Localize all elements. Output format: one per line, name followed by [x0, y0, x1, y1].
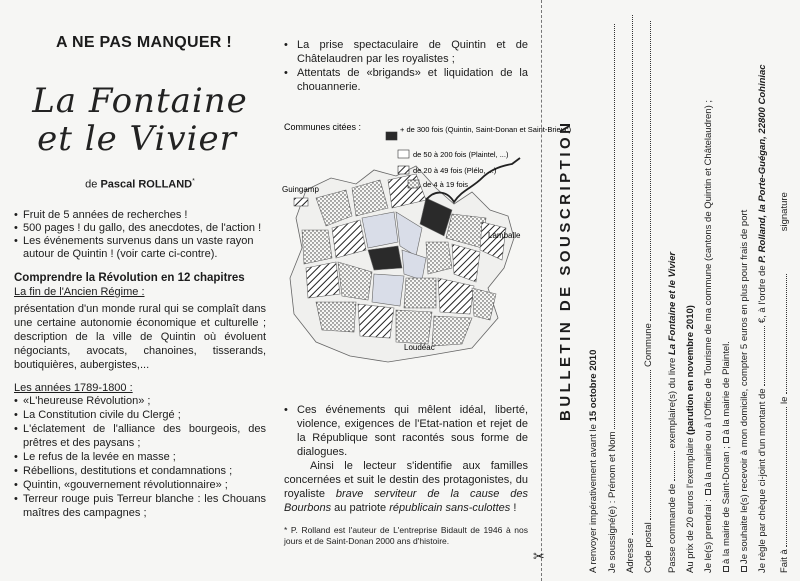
book-title-line2: et le Vivier	[37, 119, 237, 159]
closing-text-2: brave serviteur de la cause des Bourbons	[284, 488, 528, 514]
commune-label: Commune	[643, 323, 654, 368]
years-item: • Quintin, «gouvernement révolutionnaire» ;	[14, 478, 266, 492]
name-label: Je soussigné(e) : Prénom et Nom	[607, 431, 618, 573]
chapters-heading: Comprendre la Révolution en 12 chapitres	[14, 271, 245, 284]
price-text: Au prix de 20 euros l'exemplaire	[685, 437, 696, 573]
years-item: • L'éclatement de l'alliance des bourgeois, des prêtres et des paysans ;	[14, 422, 266, 450]
closing-text-5: !	[513, 502, 517, 514]
map-legend-item: de 50 à 200 fois (Plaintel, ...)	[413, 150, 509, 159]
return-line	[588, 350, 599, 573]
author-mark: *	[192, 178, 195, 185]
highlight-item: • Les événements survenus dans un vaste rayon autour de Quintin ! (voir carte ci-contre).	[14, 235, 266, 261]
book-title-line1: La Fontaine	[32, 81, 248, 121]
map-legend-line: + de 300 fois (Quintin, Saint-Donan et Saint-Brieuc)	[400, 125, 572, 134]
order-text: exemplaire(s) du livre	[667, 357, 678, 449]
author-prefix: de	[85, 178, 98, 191]
subscription-form-wrapper	[543, 0, 800, 581]
closing-text-4: républicain sans-culottes	[389, 502, 511, 514]
map-place-label: Lamballe	[488, 231, 521, 240]
date-field[interactable]	[786, 274, 787, 394]
subscription-form	[543, 0, 800, 581]
pickup-label: Je le(s) prendrai :	[703, 499, 714, 573]
legend-swatch-black	[386, 132, 397, 140]
signature-row	[779, 192, 790, 573]
legend-swatch-white	[398, 150, 409, 158]
cheque-label: Je règle par chèque ci-joint d'un montant de	[757, 388, 768, 573]
return-date: 15 octobre 2010	[588, 349, 599, 422]
years-item: • Terreur rouge puis Terreur blanche : les Chouans maîtres des campagnes ;	[14, 492, 266, 520]
return-text: A renvoyer impérativement avant le	[588, 424, 599, 573]
place-label: Fait à	[779, 549, 790, 573]
order-row	[667, 252, 678, 573]
name-row	[607, 24, 618, 573]
pickup-row-2	[721, 341, 732, 573]
postal-row	[643, 21, 654, 573]
highlights-list	[14, 209, 266, 261]
years-heading: Les années 1789-1800 :	[14, 381, 133, 394]
pickup-option-1: à la mairie ou à l'Office de Tourisme de ma commune (cantons de Quintin et Châtelaudren) ;	[703, 99, 714, 488]
pickup-option-1-checkbox[interactable]	[705, 489, 711, 495]
author-name: Pascal ROLLAND	[100, 178, 193, 191]
pickup-row-1	[703, 100, 714, 573]
closing-paragraph	[284, 459, 528, 515]
years-item: • Rébellions, destitutions et condamnations ;	[14, 464, 266, 478]
pickup-option-2: à la mairie de Saint-Donan ;	[721, 446, 732, 564]
signature-label: signature	[779, 192, 790, 232]
order-book: La Fontaine et le Vivier	[667, 251, 678, 356]
form-title: BULLETIN DE SOUSCRIPTION	[557, 119, 574, 421]
name-field[interactable]	[614, 24, 615, 429]
legend-swatch-dots	[408, 180, 419, 188]
author-line	[14, 178, 266, 191]
middle-bullet-item: • La prise spectaculaire de Quintin et de Châtelaudren par les royalistes ;	[284, 38, 528, 66]
map-legend-title: Communes citées :	[284, 122, 362, 132]
delivery-text: Je souhaite le(s) recevoir à mon domicile, compter 5 euros en plus pour frais de port	[739, 209, 750, 564]
highlight-item: • 500 pages ! du gallo, des anecdotes, de l'action !	[14, 222, 266, 235]
years-list	[14, 394, 266, 520]
ancien-regime-heading: La fin de l'Ancien Régime :	[14, 285, 145, 298]
map-legend-item: de 20 à 49 fois (Plélo, ...)	[413, 166, 497, 175]
cut-line	[541, 0, 542, 581]
closing-bullet: • Ces événements qui mêlent idéal, liberté, violence, exigences de l'Etat-nation et rejet de la République sont racontés sous forme de dialogues.	[284, 403, 528, 459]
legend-swatch-hatch	[398, 166, 409, 174]
cheque-order: €, à l'ordre de	[757, 265, 768, 324]
middle-bullets	[284, 38, 528, 94]
price-row	[685, 305, 696, 573]
map-place-label: Loudéac	[404, 343, 435, 352]
address-row	[625, 16, 636, 574]
date-label: le	[779, 396, 790, 404]
place-field[interactable]	[786, 407, 787, 547]
highlight-item: • Fruit de 5 années de recherches !	[14, 209, 266, 222]
map-place-label: Guingamp	[282, 185, 319, 194]
years-item: • Le refus de la levée en masse ;	[14, 450, 266, 464]
pickup-option-3-checkbox[interactable]	[723, 437, 729, 443]
address-label: Adresse	[625, 538, 636, 573]
quantity-field[interactable]	[674, 451, 675, 481]
postal-label: Code postal	[643, 522, 654, 573]
closing-text-3: au patriote	[334, 502, 387, 514]
ancien-regime-text: présentation d'un monde rural qui se complaît dans une certaine autonomie économique et culturelle ; description de la ville de Quintin où évoluent négociants, avocats, chanoines, tisserands, boutiquières, aubergistes,...	[14, 302, 266, 371]
order-label: Passe commande de	[667, 483, 678, 573]
book-title	[14, 82, 266, 158]
left-column	[14, 34, 266, 520]
postal-field[interactable]	[650, 370, 651, 520]
cheque-row	[757, 64, 768, 573]
closing-text	[284, 403, 528, 515]
scissors-icon: ✂	[533, 548, 545, 564]
map-legend-item: de 4 à 19 fois	[423, 180, 469, 189]
delivery-checkbox[interactable]	[741, 566, 747, 572]
headline: A NE PAS MANQUER !	[55, 34, 233, 51]
pickup-option-2-checkbox[interactable]	[723, 566, 729, 572]
middle-bullet-item: • Attentats de «brigands» et liquidation de la chouannerie.	[284, 66, 528, 94]
pickup-option-3: à la mairie de Plaintel.	[721, 341, 732, 435]
middle-column-top	[284, 38, 528, 94]
footnote: * P. Rolland est l'auteur de L'entreprise Bidault de 1946 à nos jours et de Saint-Donan 2000 ans d'histoire.	[284, 525, 528, 546]
map-place-marker	[294, 198, 308, 206]
years-item: • La Constitution civile du Clergé ;	[14, 408, 266, 422]
years-item: • «L'heureuse Révolution» ;	[14, 394, 266, 408]
price-release: (parution en novembre 2010)	[685, 305, 696, 435]
delivery-row	[739, 210, 750, 573]
address-field[interactable]	[632, 16, 633, 536]
commune-field[interactable]	[650, 21, 651, 321]
amount-field[interactable]	[764, 326, 765, 386]
closing-text-1: Ainsi le lecteur s'identifie aux familles concernées et suit le destin des protagonistes, du royaliste	[284, 460, 528, 500]
cheque-payee: P. Rolland, la Porte-Guégan, 22800 Cohiniac	[757, 64, 768, 263]
